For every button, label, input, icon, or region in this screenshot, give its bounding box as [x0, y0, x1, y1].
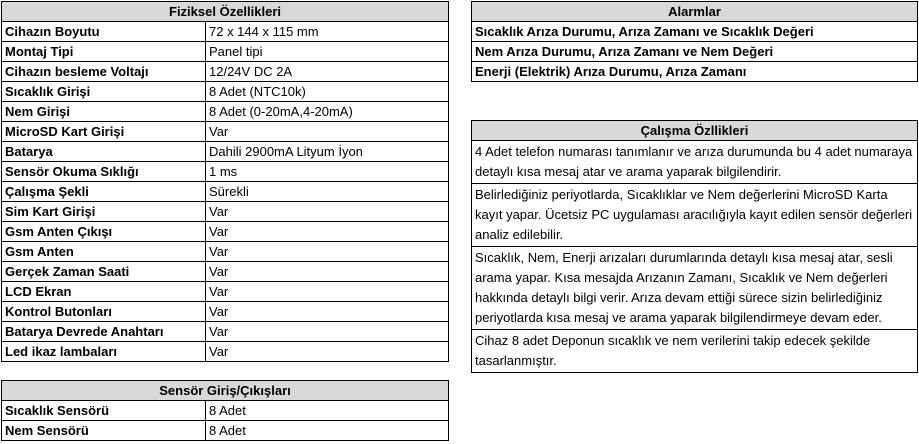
row-label: MicroSD Kart Girişi	[2, 122, 206, 142]
alarm-row	[472, 62, 918, 82]
table-row	[2, 82, 449, 102]
feature-row	[472, 247, 918, 330]
feature-paragraph: Sıcaklık, Nem, Enerji arızaları durumlarında detaylı kısa mesaj atar, sesli arama yapar. Kısa mesajda Arızanın Zamanı, Sıcaklık ve Nem değerleri hakkında detaylı bilgi verir. Arıza devam ettiği sürece sizin belirlediğiniz periyotlarda kısa mesaj ve arama yaparak bilgilendirmeye devam eder.	[472, 247, 918, 330]
row-value: 8 Adet (0-20mA,4-20mA)	[206, 102, 449, 122]
row-label: Sıcaklık Sensörü	[2, 401, 206, 421]
row-value: Var	[206, 202, 449, 222]
row-value: Panel tipi	[206, 42, 449, 62]
row-label: Sensör Okuma Sıklığı	[2, 162, 206, 182]
row-value: 8 Adet	[206, 401, 449, 421]
alarm-row	[472, 42, 918, 62]
row-label: Gerçek Zaman Saati	[2, 262, 206, 282]
feature-paragraph: Belirlediğiniz periyotlarda, Sıcaklıklar ve Nem değerlerini MicroSD Karta kayıt yapar. Ücetsiz PC uygulaması aracılığıyla kayıt edilen sensör değerleri analiz edilebilir.	[472, 184, 918, 247]
row-label: Gsm Anten Çıkışı	[2, 222, 206, 242]
row-value: Dahili 2900mA Lityum İyon	[206, 142, 449, 162]
row-label: Sıcaklık Girişi	[2, 82, 206, 102]
row-label: Sim Kart Girişi	[2, 202, 206, 222]
table-row	[2, 122, 449, 142]
table-row	[2, 401, 449, 421]
row-label: Cihazın Boyutu	[2, 22, 206, 42]
alarm-item: Enerji (Elektrik) Arıza Durumu, Arıza Zamanı	[472, 62, 918, 82]
feature-row	[472, 184, 918, 247]
row-value: Var	[206, 262, 449, 282]
row-value: 1 ms	[206, 162, 449, 182]
table-row	[2, 62, 449, 82]
row-label: Kontrol Butonları	[2, 302, 206, 322]
table-row	[2, 242, 449, 262]
row-value: 8 Adet	[206, 421, 449, 441]
alarm-item: Nem Arıza Durumu, Arıza Zamanı ve Nem Değeri	[472, 42, 918, 62]
features-title: Çalışma Özllikleri	[472, 121, 918, 141]
alarms-table	[471, 1, 918, 82]
physical-specs-body	[2, 22, 449, 362]
features-table	[471, 120, 918, 373]
row-label: Led ikaz lambaları	[2, 342, 206, 362]
feature-paragraph: 4 Adet telefon numarası tanımlanır ve arıza durumunda bu 4 adet numaraya detaylı kısa mesaj atar ve arama yaparak bilgilendirir.	[472, 141, 918, 184]
row-label: Nem Sensörü	[2, 421, 206, 441]
table-row	[2, 22, 449, 42]
sensor-io-body	[2, 401, 449, 441]
feature-row	[472, 330, 918, 373]
row-value: Var	[206, 222, 449, 242]
sensor-io-table	[1, 380, 449, 441]
row-label: Batarya	[2, 142, 206, 162]
table-row	[2, 182, 449, 202]
feature-row	[472, 141, 918, 184]
alarm-row	[472, 22, 918, 42]
table-row	[2, 142, 449, 162]
physical-specs-table	[1, 1, 449, 362]
row-value: Var	[206, 122, 449, 142]
table-row	[2, 342, 449, 362]
row-label: Gsm Anten	[2, 242, 206, 262]
table-row	[2, 282, 449, 302]
row-label: Çalışma Şekli	[2, 182, 206, 202]
row-label: LCD Ekran	[2, 282, 206, 302]
row-label: Batarya Devrede Anahtarı	[2, 322, 206, 342]
row-label: Montaj Tipi	[2, 42, 206, 62]
alarm-item: Sıcaklık Arıza Durumu, Arıza Zamanı ve Sıcaklık Değeri	[472, 22, 918, 42]
table-row	[2, 222, 449, 242]
row-label: Cihazın besleme Voltajı	[2, 62, 206, 82]
row-value: Var	[206, 302, 449, 322]
alarms-body	[472, 22, 918, 82]
table-row	[2, 162, 449, 182]
sensor-io-title: Sensör Giriş/Çıkışları	[2, 381, 449, 401]
row-value: 12/24V DC 2A	[206, 62, 449, 82]
table-row	[2, 302, 449, 322]
row-value: Var	[206, 342, 449, 362]
row-value: Var	[206, 282, 449, 302]
alarms-title: Alarmlar	[472, 2, 918, 22]
table-row	[2, 102, 449, 122]
row-value: 72 x 144 x 115 mm	[206, 22, 449, 42]
row-label: Nem Girişi	[2, 102, 206, 122]
table-row	[2, 262, 449, 282]
physical-specs-title: Fiziksel Özellikleri	[2, 2, 449, 22]
row-value: 8 Adet (NTC10k)	[206, 82, 449, 102]
features-body	[472, 141, 918, 373]
table-row	[2, 42, 449, 62]
table-row	[2, 322, 449, 342]
row-value: Sürekli	[206, 182, 449, 202]
row-value: Var	[206, 242, 449, 262]
row-value: Var	[206, 322, 449, 342]
feature-paragraph: Cihaz 8 adet Deponun sıcaklık ve nem verilerini takip edecek şekilde tasarlanmıştır.	[472, 330, 918, 373]
table-row	[2, 421, 449, 441]
table-row	[2, 202, 449, 222]
